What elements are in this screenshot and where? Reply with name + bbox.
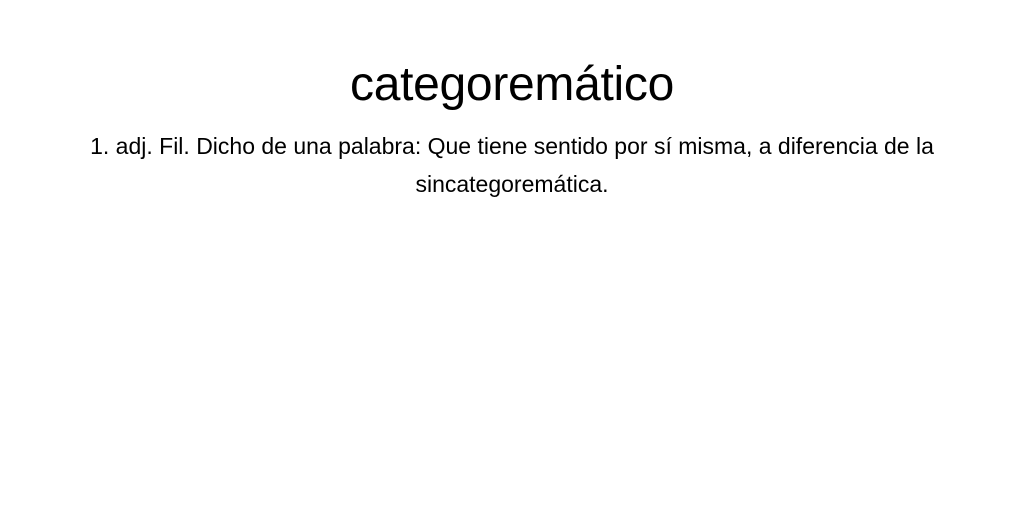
entry-term: categoremático — [350, 58, 674, 111]
entry-definition: 1. adj. Fil. Dicho de una palabra: Que tiene sentido por sí misma, a diferencia de la sincategoremática. — [90, 133, 934, 197]
